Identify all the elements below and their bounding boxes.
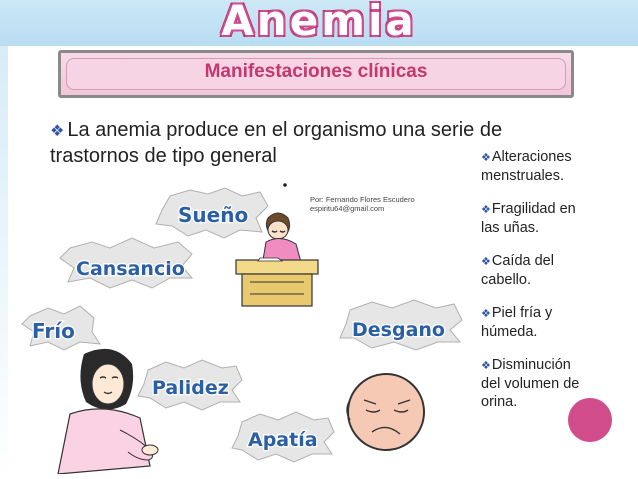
dot-mark xyxy=(283,183,287,187)
list-item: ❖Alteraciones menstruales. xyxy=(481,149,572,184)
label-sueno: Sueño xyxy=(178,203,249,227)
label-apatia: Apatía xyxy=(248,429,318,451)
credit-line2: espiritu64@gmail.com xyxy=(310,204,385,213)
list-item: ❖Fragilidad en las uñas. xyxy=(481,201,576,236)
label-desgano: Desgano xyxy=(352,319,445,341)
diamond-bullet-icon: ❖ xyxy=(481,204,491,216)
slide-title: Anemia xyxy=(221,0,417,45)
intro-bullet xyxy=(50,118,550,169)
label-frio: Frío xyxy=(32,319,75,343)
list-item: ❖Disminución del volumen de orina. xyxy=(481,357,580,410)
label-cansancio: Cansancio xyxy=(76,258,185,280)
intro-text: La anemia produce en el organismo una serie de trastornos de tipo general xyxy=(50,119,503,167)
label-palidez: Palidez xyxy=(152,377,229,399)
subtitle: Manifestaciones clínicas xyxy=(204,61,428,82)
diamond-bullet-icon: ❖ xyxy=(481,308,491,320)
symptoms-illustration xyxy=(10,178,468,474)
diamond-bullet-icon: ❖ xyxy=(481,152,491,164)
credit-line1: Por: Fernando Flores Escudero xyxy=(310,195,415,204)
symptom-list xyxy=(481,148,593,426)
sad-face-icon xyxy=(347,374,424,450)
pale-woman-figure xyxy=(58,349,158,474)
diamond-bullet-icon: ❖ xyxy=(481,360,491,372)
list-item: ❖Caída del cabello. xyxy=(481,253,554,288)
left-gradient-strip xyxy=(0,46,8,479)
diamond-bullet-icon: ❖ xyxy=(481,256,491,268)
pink-circle-decoration xyxy=(568,398,612,442)
diamond-bullet-icon: ❖ xyxy=(50,123,65,140)
list-item: ❖Piel fría y húmeda. xyxy=(481,305,553,340)
